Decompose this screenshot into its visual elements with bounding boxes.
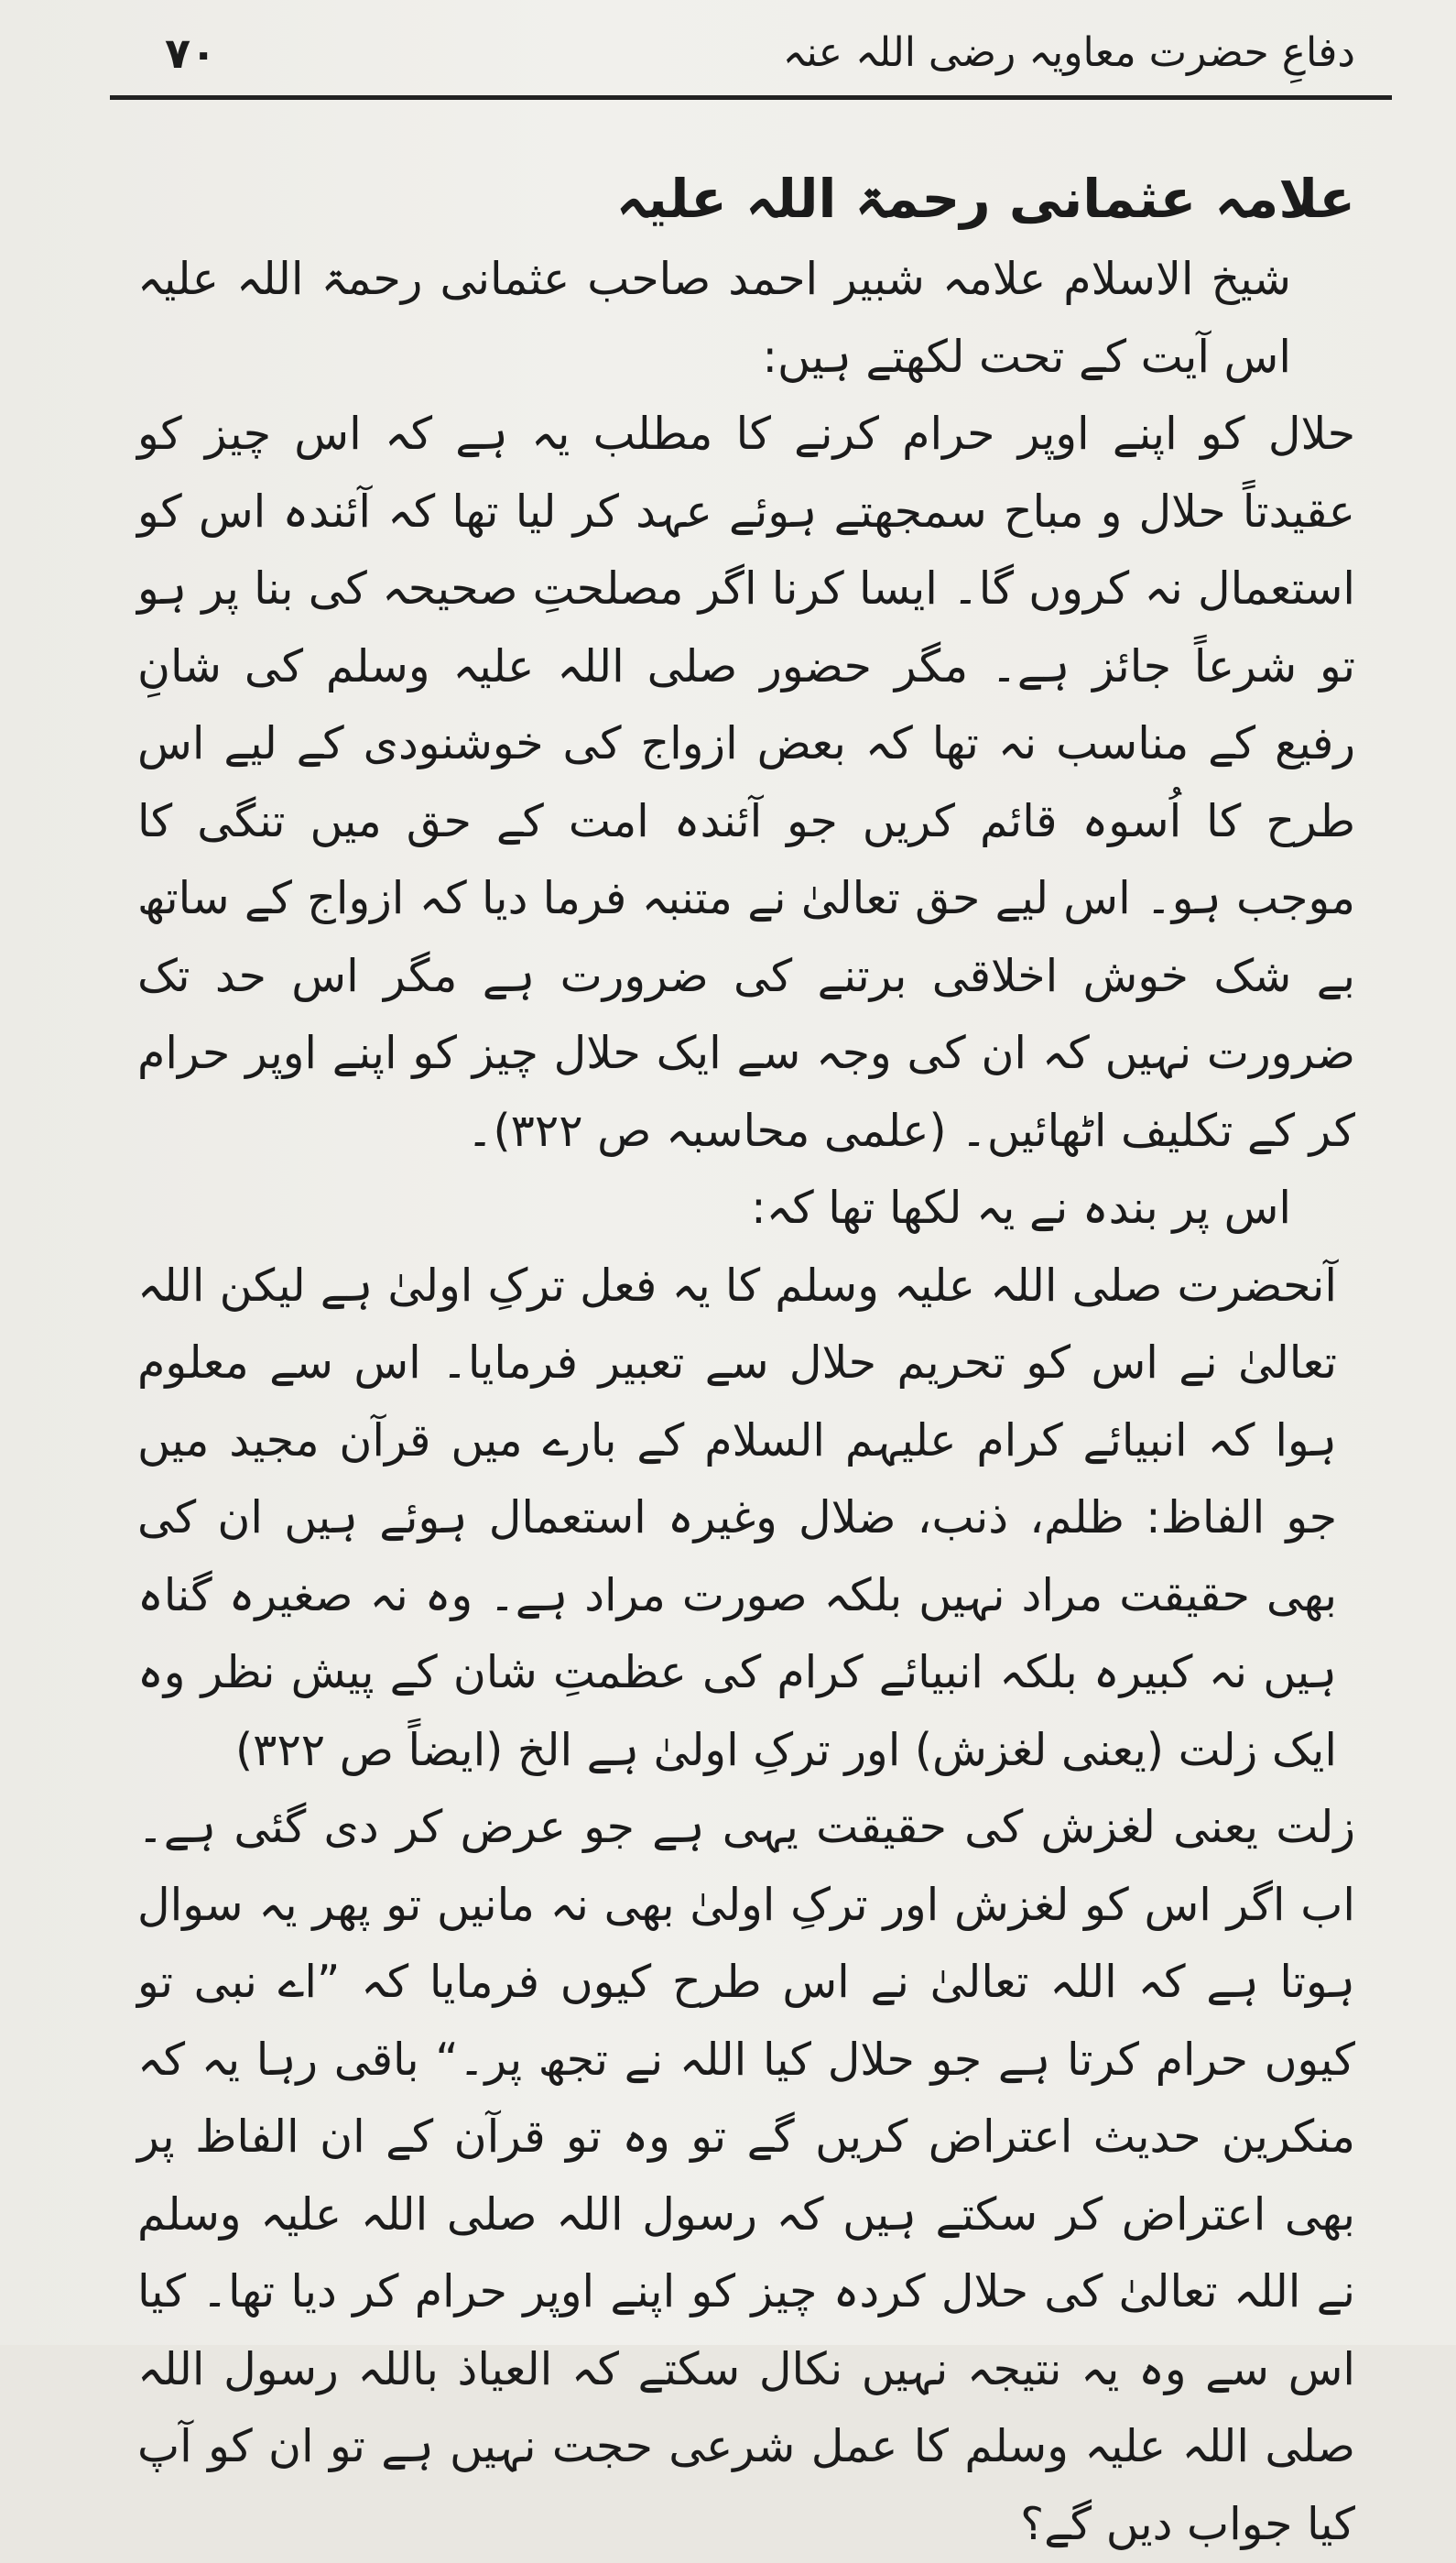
page-header bbox=[110, 26, 1355, 81]
intro-paragraph: شیخ الاسلام علامہ شبیر احمد صاحب عثمانی رحمۃ اللہ علیہ اس آیت کے تحت لکھتے ہیں: bbox=[137, 253, 1291, 383]
author-note-paragraph: اس پر بندہ نے یہ لکھا تھا کہ: bbox=[751, 1182, 1291, 1234]
conclusion-paragraph: زلت یعنی لغزش کی حقیقت یہی ہے جو عرض کر دی گئی ہے۔ اب اگر اس کو لغزش اور ترکِ اولیٰ بھی نہ مانیں تو پھر یہ سوال ہوتا ہے کہ اللہ تعالیٰ نے اس طرح کیوں فرمایا کہ ”اے نبی تو کیوں حرام کرتا ہے جو حلال کیا اللہ نے تجھ پر۔“ باقی رہا یہ کہ منکرین حدیث اعتراض کریں گے تو وہ تو قرآن کے ان الفاظ پر بھی اعتراض کر سکتے ہیں کہ رسول اللہ صلی اللہ علیہ وسلم نے اللہ تعالیٰ کی حلال کردہ چیز کو اپنے اوپر حرام کر دیا تھا۔ کیا اس سے وہ یہ نتیجہ نہیں نکال سکتے کہ العیاذ باللہ رسول اللہ صلی اللہ علیہ وسلم کا عمل شرعی حجت نہیں ہے تو ان کو آپ کیا جواب دیں گے؟ bbox=[137, 1801, 1355, 2550]
page-body bbox=[137, 160, 1355, 2563]
cited-paragraph: آنحضرت صلی اللہ علیہ وسلم کا یہ فعل ترکِ اولیٰ ہے لیکن اللہ تعالیٰ نے اس کو تحریم حلال سے تعبیر فرمایا۔ اس سے معلوم ہوا کہ انبیائے کرام علیہم السلام کے بارے میں قرآن مجید میں جو الفاظ: ظلم، ذنب، ضلال وغیرہ استعمال ہوئے ہیں ان کی بھی حقیقت مراد نہیں بلکہ صورت مراد ہے۔ وہ نہ صغیرہ گناہ ہیں نہ کبیرہ بلکہ انبیائے کرام کی عظمتِ شان کے پیش نظر وہ ایک زلت (یعنی لغزش) اور ترکِ اولیٰ ہے الخ (ایضاً ص ۳۲۲) bbox=[137, 1259, 1337, 1776]
quote-paragraph: حلال کو اپنے اوپر حرام کرنے کا مطلب یہ ہے کہ اس چیز کو عقیدتاً حلال و مباح سمجھتے ہوئے عہد کر لیا تھا کہ آئندہ اس کو استعمال نہ کروں گا۔ ایسا کرنا اگر مصلحتِ صحیحہ کی بنا پر ہو تو شرعاً جائز ہے۔ مگر حضور صلی اللہ علیہ وسلم کی شانِ رفیع کے مناسب نہ تھا کہ بعض ازواج کی خوشنودی کے لیے اس طرح کا اُسوہ قائم کریں جو آئندہ امت کے حق میں تنگی کا موجب ہو۔ اس لیے حق تعالیٰ نے متنبہ فرما دیا کہ ازواج کے ساتھ بے شک خوش اخلاقی برتنے کی ضرورت ہے مگر اس حد تک ضرورت نہیں کہ ان کی وجہ سے ایک حلال چیز کو اپنے اوپر حرام کر کے تکلیف اٹھائیں۔ (علمی محاسبہ ص ۳۲۲)۔ bbox=[137, 408, 1355, 1157]
running-title: دفاعِ حضرت معاویہ رضی اللہ عنہ bbox=[782, 29, 1355, 76]
header-rule bbox=[110, 95, 1392, 100]
page-number: ۷۰ bbox=[165, 28, 217, 78]
section-heading: علامہ عثمانی رحمۃ اللہ علیہ bbox=[615, 168, 1355, 230]
